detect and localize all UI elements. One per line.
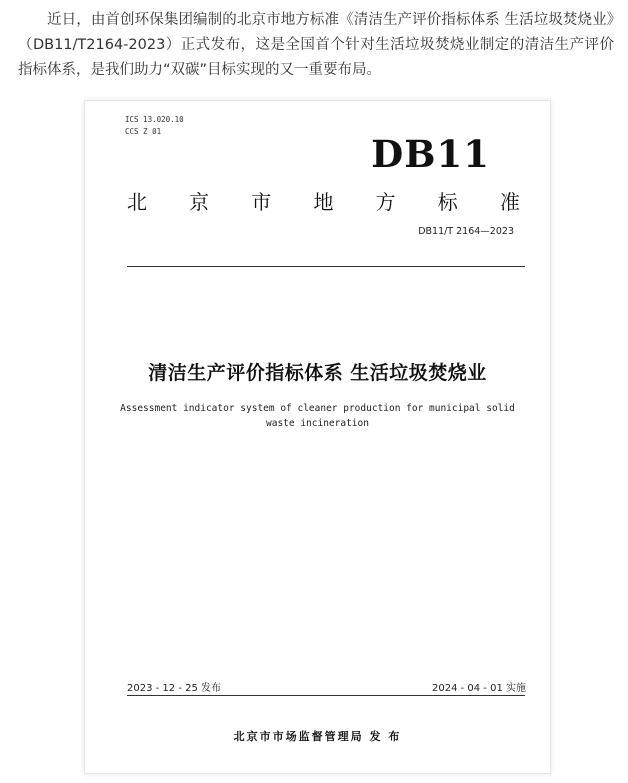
issuing-authority: 北京市市场监督管理局 发 布 [233,730,402,743]
standard-type-char: 北 [127,190,147,214]
ics-code: ICS 13.020.10 [125,115,184,124]
bottom-divider [127,695,525,696]
top-divider [127,266,525,267]
standard-type-char: 准 [499,190,520,214]
standard-number: DB11/T 2164—2023 [418,226,514,237]
standard-title-en-line: Assessment indicator system of cleaner production for municipal solid [120,403,515,414]
intro-paragraph: 近日，由首创环保集团编制的北京市地方标准《清洁生产评价指标体系 生活垃圾焚烧业》（DB11/T2164-2023）正式发布，这是全国首个针对生活垃圾焚烧业制定的清洁生产评价指标体系，是我们助力“双碳”目标实现的又一重要布局。 [18,12,614,78]
implementation-date: 2024 - 04 - 01 实施 [431,683,526,694]
standard-type-heading [127,186,520,215]
standard-type-char: 市 [251,190,272,214]
classification-codes [125,114,184,138]
standard-title-en [115,401,520,431]
standard-type-char: 方 [375,190,396,214]
standard-type-char: 京 [189,190,210,214]
standard-cover-page [84,100,551,774]
db11-logo: DB11 [371,132,490,176]
standard-type-char: 标 [437,190,458,214]
standard-type-char: 地 [313,190,334,214]
ccs-code: CCS Z 01 [125,127,162,136]
issue-date: 2023 - 12 - 25 发布 [127,683,222,694]
standard-title-cn: 清洁生产评价指标体系 生活垃圾焚烧业 [148,362,487,384]
standard-title-en-line: waste incineration [266,418,369,429]
